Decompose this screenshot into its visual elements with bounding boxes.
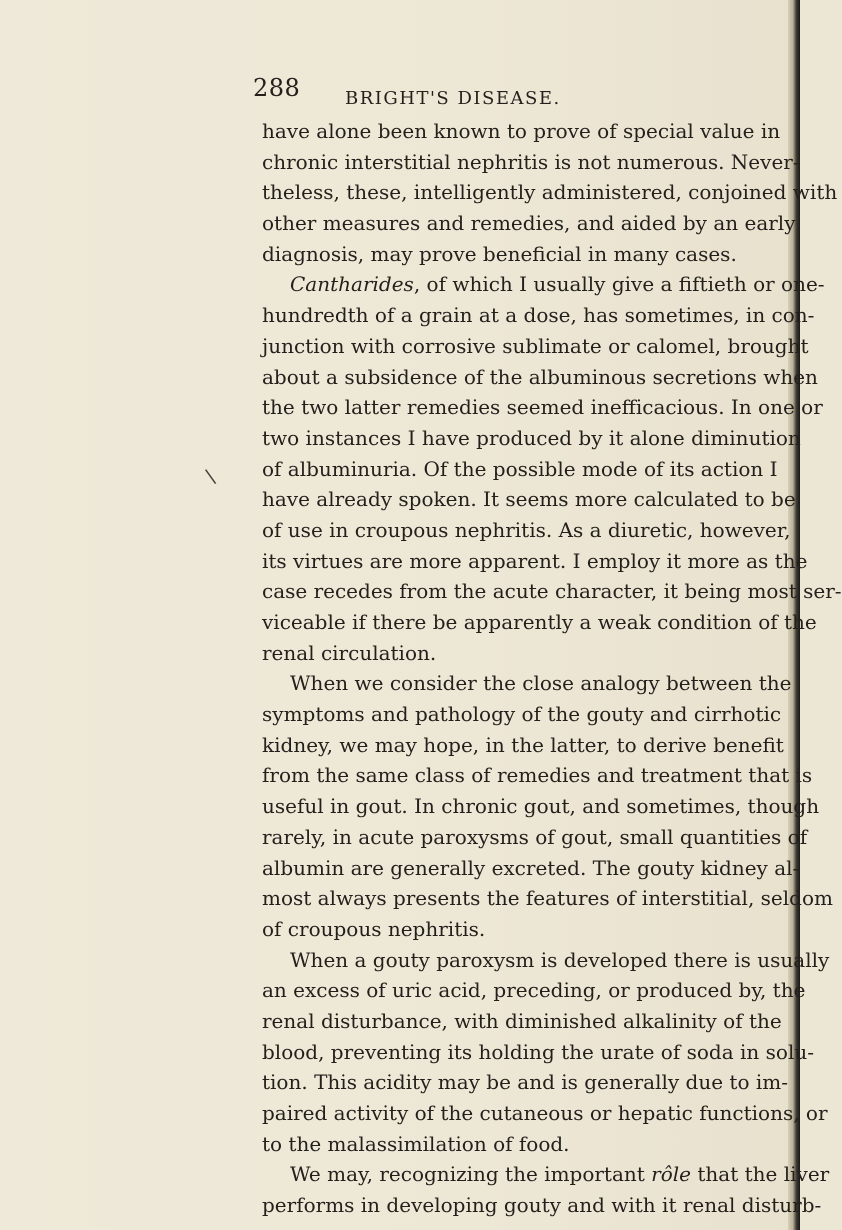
text-line: of albuminuria. Of the possible mode of its action I [262,456,778,481]
italic-term: rôle [651,1162,692,1187]
text-line: renal disturbance, with diminished alkalinity of the [262,1008,782,1033]
text-line: to the malassimilation of food. [262,1131,570,1156]
text-line: blood, preventing its holding the urate of soda in solu- [262,1039,814,1064]
text-line: performs in developing gouty and with it renal disturb- [262,1193,822,1218]
text-line: of use in croupous nephritis. As a diuretic, however, [262,517,791,542]
text-line: case recedes from the acute character, it being most ser- [262,579,842,604]
italic-term: Cantharides [290,272,414,297]
text-line: kidney, we may hope, in the latter, to derive benefit [262,732,784,757]
body-text [262,116,842,1221]
text-line: diagnosis, may prove beneficial in many cases. [262,241,737,266]
text-line: about a subsidence of the albuminous secretions when [262,364,818,389]
text-line: most always presents the features of interstitial, seldom [262,886,833,911]
running-head: BRIGHT'S DISEASE. [345,88,561,109]
text-line: We may, recognizing the important rôle that the liver [290,1162,830,1187]
text-line: hundredth of a grain at a dose, has sometimes, in con- [262,303,815,328]
text-line: have alone been known to prove of special value in [262,119,781,143]
text-line: rarely, in acute paroxysms of gout, small quantities of [262,824,808,849]
text-line: junction with corrosive sublimate or calomel, brought [262,333,809,358]
text-line: two instances I have produced by it alone diminution [262,425,801,450]
text-line: albumin are generally excreted. The gouty kidney al- [262,855,800,880]
margin-pencil-mark: \ [203,463,218,489]
text-line: paired activity of the cutaneous or hepatic functions, or [262,1101,828,1125]
text-line: viceable if there be apparently a weak condition of the [262,610,817,634]
text-line: useful in gout. In chronic gout, and sometimes, though [262,794,820,819]
text-line: chronic interstitial nephritis is not numerous. Never- [262,149,800,174]
text-line: have already spoken. It seems more calculated to be [262,487,796,512]
text-line: symptoms and pathology of the gouty and cirrhotic [262,702,782,727]
text-line: of croupous nephritis. [262,916,486,941]
text-line: theless, these, intelligently administered, conjoined with [262,180,838,205]
text-line: When a gouty paroxysm is developed there is usually [290,947,830,972]
text-line: Cantharides, of which I usually give a fiftieth or one- [290,272,825,297]
text-line: renal circulation. [262,640,437,665]
text-line: the two latter remedies seemed inefficacious. In one or [262,395,823,420]
text-line: tion. This acidity may be and is generally due to im- [262,1070,788,1095]
text-line: When we consider the close analogy between the [290,671,792,696]
text-line: other measures and remedies, and aided by an early [262,211,796,236]
text-line: an excess of uric acid, preceding, or produced by, the [262,978,806,1003]
text-line: from the same class of remedies and treatment that is [262,763,813,788]
page-number: 288 [253,74,301,102]
text-line: its virtues are more apparent. I employ it more as the [262,548,808,573]
